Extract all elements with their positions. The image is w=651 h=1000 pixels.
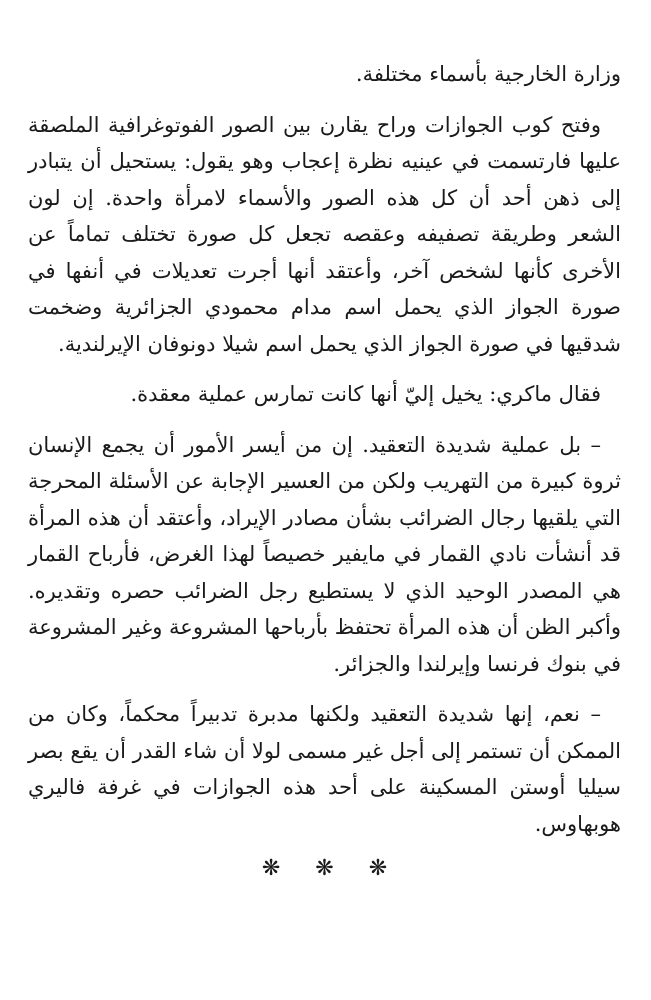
paragraph-2: وفتح كوب الجوازات وراح يقارن بين الصور الفوتوغرافية الملصقة عليها فارتسمت في عينيه نظرة إعجاب وهو يقول: يستحيل أن يتبادر إلى ذهن أحد أن كل هذه الصور والأسماء لامرأة واحدة. إن لون الشعر وطريقة تصفيفه وعقصه تجعل كل صورة تختلف تماماً عن الأخرى كأنها لشخص آخر، وأعتقد أنها أجرت تعديلات في أنفها في صورة الجواز الذي يحمل اسم مدام محمودي الجزائرية وضخمت شدقيها في صورة الجواز الذي يحمل اسم شيلا دونوفان الإيرلندية. bbox=[28, 112, 621, 356]
paragraph-5: – نعم، إنها شديدة التعقيد ولكنها مدبرة تدبيراً محكماً، وكان من الممكن أن تستمر إلى أجل غير مسمى لولا أن شاء القدر أن يقع بصر سيليا أوستن المسكينة على أحد هذه الجوازات في غرفة فاليري هوبهاوس. bbox=[28, 702, 621, 836]
asterism-glyph: ❋ bbox=[261, 856, 281, 881]
paragraph-1: وزارة الخارجية بأسماء مختلفة. bbox=[355, 62, 621, 86]
section-separator bbox=[28, 856, 621, 881]
asterism-glyph: ❋ bbox=[315, 856, 334, 881]
body-text bbox=[28, 56, 621, 842]
paragraph-4: – بل عملية شديدة التعقيد. إن من أيسر الأمور أن يجمع الإنسان ثروة كبيرة من التهريب ولكن من العسير الإجابة عن الأسئلة المحرجة التي يلقيها رجال الضرائب بشأن مصادر الإيراد، وأعتقد أن هذه المرأة قد أنشأت نادي القمار في مايفير خصيصاً لهذا الغرض، فأرباح القمار هي المصدر الوحيد الذي لا يستطيع رجل الضرائب حصره وتقديره. وأكبر الظن أن هذه المرأة تحتفظ بأرباحها المشروعة وغير المشروعة في بنوك فرنسا وإيرلندا والجزائر. bbox=[28, 432, 621, 676]
asterism-glyph: ❋ bbox=[368, 856, 388, 881]
paragraph-3: فقال ماكري: يخيل إليّ أنها كانت تمارس عملية معقدة. bbox=[130, 382, 601, 406]
